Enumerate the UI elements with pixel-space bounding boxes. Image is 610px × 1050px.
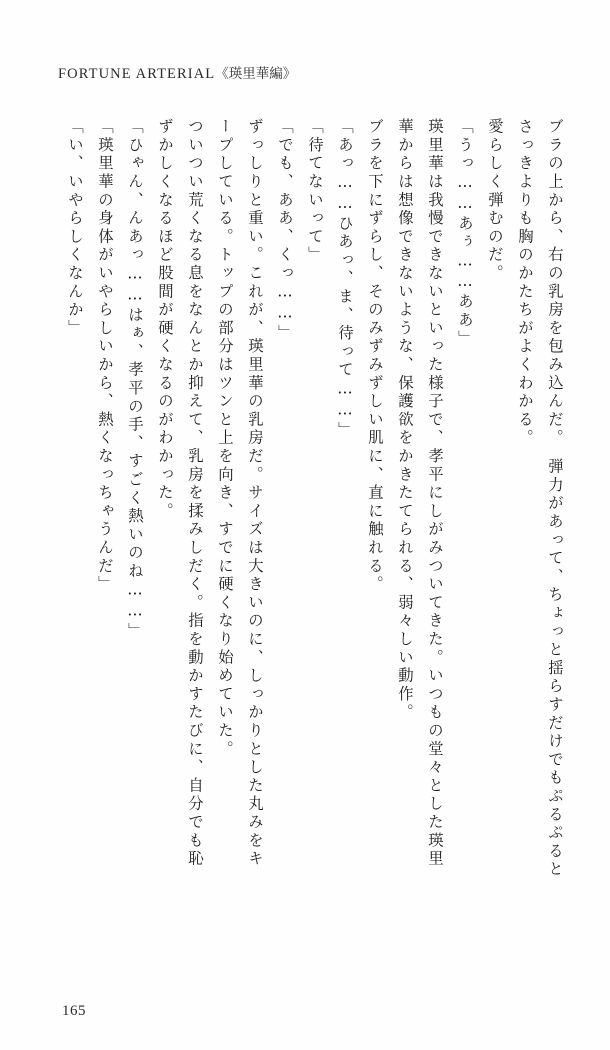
body-line: 「ひゃん、んあっ……はぁ、孝平の手、すごく熱いのね……」 — [126, 118, 144, 641]
body-line: ブラを下にずらし、そのみずみずしい肌に、直に触れる。 — [366, 118, 384, 594]
body-line: ずっしりと重い。これが、瑛里華の乳房だ。サイズは大きいのに、しっかりとした丸みをキ — [246, 118, 264, 869]
body-line: 「瑛里華の身体がいやらしいから、熱くなっちゃうんだ」 — [96, 118, 114, 594]
body-line: 「あっ……ひあっ、ま、待って……」 — [336, 118, 354, 440]
body-line: 瑛里華は我慢できないといった様子で、孝平にしがみついてきた。いつもの堂々とした瑛里 — [426, 118, 444, 869]
body-line: ずかしくなるほど股間が硬くなるのがわかった。 — [156, 118, 174, 521]
body-line: ついつい荒くなる息をなんとか抑えて、乳房を揉みしだく。指を動かすたびに、自分でも恥 — [186, 118, 204, 869]
body-line: さっきよりも胸のかたちがよくわかる。 — [516, 118, 534, 448]
body-line: 華からは想像できないような、保護欲をかきたてられる、弱々しい動作。 — [396, 118, 414, 722]
body-line: 愛らしく弾むのだ。 — [486, 118, 504, 283]
body-line: 「うっ……あぅ……ああ」 — [456, 118, 474, 348]
body-line: 「でも、ああ、くっ……」 — [276, 118, 294, 343]
body-line: ブラの上から、右の乳房を包み込んだ。 弾力があって、ちょっと揺らすだけでもぷるぷると — [546, 118, 564, 879]
body-text — [52, 118, 562, 983]
page-number: 165 — [62, 1003, 86, 1019]
body-line: 「待てないって」 — [306, 118, 324, 265]
running-head-volume-title: 《瑛里華編》 — [215, 66, 297, 82]
running-head-series-title: FORTUNE ARTERIAL — [58, 66, 216, 82]
body-line: 「い、いやらしくなんか」 — [66, 118, 84, 338]
running-head — [58, 62, 296, 83]
body-line: ープしている。トップの部分はツンと上を向き、すでに硬くなり始めていた。 — [216, 118, 234, 759]
